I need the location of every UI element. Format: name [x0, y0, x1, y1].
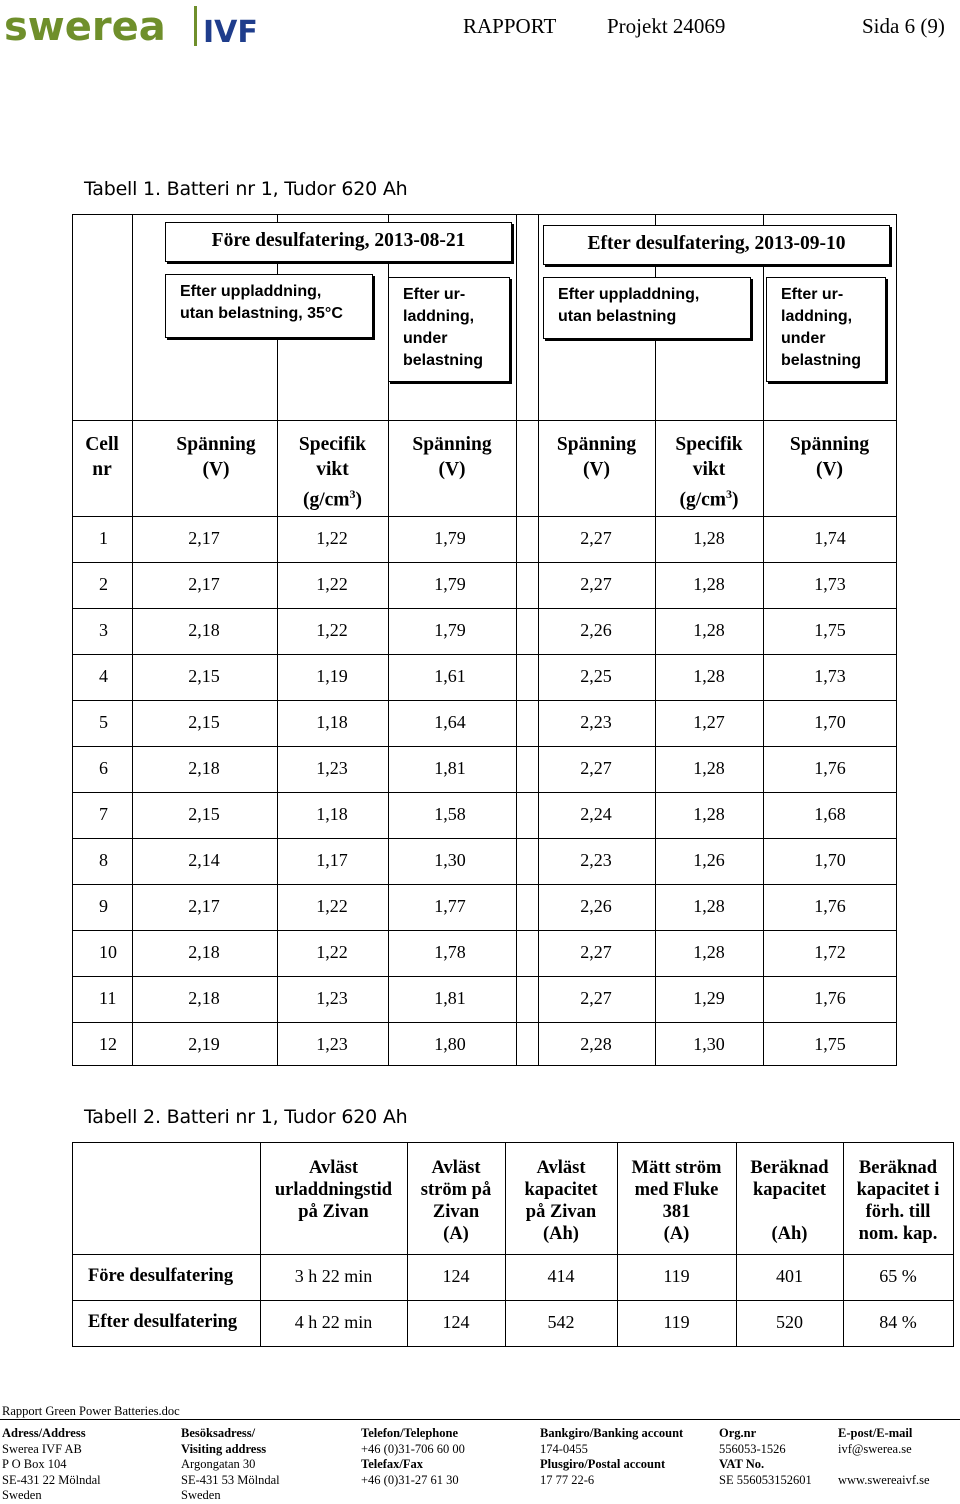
after-desulfation-title: Efter desulfatering, 2013-09-10 — [543, 225, 890, 265]
table1-value: 1,81 — [434, 988, 466, 1008]
project-number: Projekt 24069 — [607, 14, 726, 38]
col-header-voltage-1 — [156, 432, 276, 482]
table1-value: 2,14 — [188, 850, 220, 870]
table2-header-line: Beräknad — [858, 1158, 938, 1178]
col-header-voltage-1-line2: (V) — [202, 459, 230, 480]
table2-row-label: Före desulfatering — [88, 1266, 234, 1286]
before-discharged-box — [388, 277, 510, 382]
table1-value: 1,18 — [316, 712, 348, 732]
col-header-voltage-4-line2: (V) — [815, 459, 844, 480]
col-header-specific-2-unit — [655, 482, 763, 513]
table1-value: 1,74 — [814, 528, 846, 548]
footer-line: SE-431 22 Mölndal — [2, 1472, 101, 1487]
table1-cell-number: 10 — [99, 942, 117, 962]
table2-header-line: 381 — [662, 1202, 691, 1222]
col-header-specific-2 — [655, 432, 763, 513]
footer-column-1 — [2, 1426, 101, 1504]
table1-value: 2,27 — [580, 528, 612, 548]
table1-cell-number: 9 — [99, 896, 108, 916]
before-discharged-line1: Efter ur- — [403, 286, 466, 303]
table1-value: 1,28 — [693, 758, 725, 778]
footer-line: +46 (0)31-706 60 00 — [361, 1441, 465, 1456]
table1-cell-number: 5 — [99, 712, 108, 732]
before-charged-box — [165, 274, 373, 338]
table1-value: 1,80 — [434, 1034, 466, 1054]
col-header-cell-line1: Cell — [85, 434, 119, 455]
table1-cell-number: 3 — [99, 620, 108, 640]
report-label: RAPPORT — [463, 14, 557, 38]
col-header-voltage-1-line1: Spänning — [176, 434, 256, 455]
before-discharged-line2: laddning, — [403, 308, 475, 325]
footer-line: Sweden — [181, 1488, 221, 1502]
table1-value: 2,15 — [188, 804, 220, 824]
footer-line: Argongatan 30 — [181, 1457, 256, 1471]
footer-column-4 — [540, 1426, 683, 1488]
table1-value: 2,26 — [580, 620, 612, 640]
table1-value: 2,27 — [580, 574, 612, 594]
footer-column-heading: Adress/Address — [2, 1426, 86, 1440]
after-discharged-line3: under — [781, 330, 826, 347]
table1-value: 1,23 — [316, 758, 348, 778]
table1-cell-number: 1 — [99, 528, 108, 548]
footer-line: Plusgiro/Postal account — [540, 1457, 666, 1471]
table1-cell-number: 11 — [99, 988, 117, 1008]
after-discharged-box — [766, 277, 886, 382]
table2-header-line: kapacitet — [753, 1180, 826, 1200]
table2-header-line: på Zivan — [525, 1202, 597, 1222]
table1-value: 1,72 — [814, 942, 846, 962]
table1-value: 1,27 — [693, 712, 725, 732]
table1-value: 1,29 — [693, 988, 725, 1008]
table1-value: 2,17 — [188, 574, 220, 594]
col-header-specific-1 — [277, 432, 388, 513]
logo-divider — [194, 6, 197, 46]
table1-cell-number: 4 — [99, 666, 108, 686]
unit-text: (g/cm — [679, 489, 727, 511]
table1-value: 1,28 — [693, 666, 725, 686]
table1-value: 1,79 — [434, 574, 466, 594]
table1-value: 1,68 — [814, 804, 846, 824]
footer-line: SE-431 53 Mölndal — [181, 1472, 280, 1487]
after-discharged-line4: belastning — [781, 352, 862, 369]
table1-value: 1,64 — [434, 712, 466, 732]
before-desulfation-title: Före desulfatering, 2013-08-21 — [165, 222, 512, 262]
table1-value: 2,28 — [580, 1034, 612, 1054]
table2-header-line: Avläst — [536, 1158, 586, 1178]
footer-line: P O Box 104 — [2, 1457, 67, 1471]
table2-header-6 — [843, 1157, 953, 1245]
table1-cell-number: 2 — [99, 574, 108, 594]
after-charged-box — [543, 277, 751, 339]
table1-value: 1,76 — [814, 758, 846, 778]
table2-caption: Tabell 2. Batteri nr 1, Tudor 620 Ah — [84, 1106, 408, 1128]
table1-value: 1,22 — [316, 574, 348, 594]
table1-value: 1,75 — [814, 1034, 846, 1054]
footer-column-6 — [838, 1426, 930, 1488]
table1-caption: Tabell 1. Batteri nr 1, Tudor 620 Ah — [84, 178, 408, 200]
footer-column-heading: Telefon/Telephone — [361, 1426, 459, 1440]
table1-value: 2,18 — [188, 758, 220, 778]
col-header-specific-1-line1: Specifik — [298, 434, 367, 455]
footer-line — [838, 1457, 930, 1473]
table1-value: 2,18 — [188, 620, 220, 640]
after-charged-line2: utan belastning — [558, 308, 677, 325]
footer-line[interactable]: www.swereaivf.se — [838, 1472, 930, 1487]
table1-value: 1,73 — [814, 574, 846, 594]
table1-value: 2,18 — [188, 988, 220, 1008]
footer-line: 556053-1526 — [719, 1441, 786, 1456]
table2 — [72, 1142, 954, 1347]
table1-value: 2,27 — [580, 988, 612, 1008]
table2-header-5 — [736, 1157, 843, 1245]
table1-value: 1,77 — [434, 896, 466, 916]
table1-value: 1,61 — [434, 666, 466, 686]
page-number: Sida 6 (9) — [862, 14, 945, 38]
table1-value: 1,28 — [693, 896, 725, 916]
footer-line: VAT No. — [719, 1457, 765, 1471]
table2-header-line: Mätt ström — [631, 1158, 722, 1178]
footer-column-3 — [361, 1426, 465, 1488]
table2-header-line: Zivan — [432, 1202, 480, 1222]
table1-value: 1,81 — [434, 758, 466, 778]
table1-value: 1,19 — [316, 666, 348, 686]
table2-header-line — [736, 1201, 843, 1223]
table2-header-2 — [407, 1157, 505, 1245]
logo-text-swerea: swerea — [4, 4, 166, 50]
logo-text-ivf: IVF — [203, 15, 258, 50]
table2-header-line: (A) — [663, 1224, 690, 1244]
table2-header-line: kapacitet i — [856, 1180, 940, 1200]
table1-value: 1,58 — [434, 804, 466, 824]
table2-value: 3 h 22 min — [294, 1266, 373, 1286]
footer-line[interactable]: ivf@swerea.se — [838, 1441, 912, 1456]
table1-value: 1,18 — [316, 804, 348, 824]
table1-value: 2,17 — [188, 896, 220, 916]
table2-value: 124 — [442, 1266, 470, 1286]
footer-column-heading: E-post/E-mail — [838, 1426, 913, 1440]
table2-header-line: urladdningstid — [274, 1180, 393, 1200]
table1-value: 1,79 — [434, 528, 466, 548]
table2-value: 65 % — [879, 1266, 917, 1286]
table1-value: 1,70 — [814, 850, 846, 870]
footer-column-2 — [181, 1426, 280, 1504]
table1-value: 1,22 — [316, 896, 348, 916]
footer-column-heading: Bankgiro/Banking account — [540, 1426, 684, 1440]
table1-value: 1,78 — [434, 942, 466, 962]
after-discharged-line2: laddning, — [781, 308, 853, 325]
table1-value: 1,76 — [814, 896, 846, 916]
table1-value: 1,22 — [316, 620, 348, 640]
table1-cell-number: 8 — [99, 850, 108, 870]
unit-sup: 3 — [349, 487, 356, 501]
table2-header-line: (Ah) — [771, 1224, 808, 1244]
table2-header-4 — [617, 1157, 736, 1245]
table1-value: 1,70 — [814, 712, 846, 732]
table1-value: 2,25 — [580, 666, 612, 686]
table2-header-3 — [505, 1157, 617, 1245]
table1-value: 1,28 — [693, 942, 725, 962]
before-discharged-line3: under — [403, 330, 448, 347]
unit-close: ) — [355, 489, 363, 511]
table1-value: 2,24 — [580, 804, 612, 824]
col-header-voltage-3-line2: (V) — [582, 459, 611, 480]
table1-value: 1,28 — [693, 620, 725, 640]
table1-value: 1,28 — [693, 574, 725, 594]
table1-value: 1,76 — [814, 988, 846, 1008]
col-header-voltage-3 — [538, 432, 655, 482]
footer-line: 174-0455 — [540, 1441, 588, 1456]
table1 — [72, 214, 897, 1066]
table2-header-line: förh. till — [865, 1202, 931, 1222]
col-header-specific-2-line2: vikt — [692, 459, 726, 480]
col-header-voltage-2-line2: (V) — [438, 459, 466, 480]
after-charged-line1: Efter uppladdning, — [558, 286, 700, 303]
document-name: Rapport Green Power Batteries.doc — [2, 1404, 180, 1418]
col-header-cell-line2: nr — [92, 459, 112, 480]
unit-text: (g/cm — [302, 489, 350, 511]
col-header-voltage-4-line1: Spänning — [789, 434, 870, 455]
table2-header-line: nom. kap. — [858, 1224, 938, 1244]
table1-cell-number: 7 — [99, 804, 108, 824]
table1-value: 1,28 — [693, 804, 725, 824]
footer-line: +46 (0)31-27 61 30 — [361, 1472, 459, 1487]
table2-header-line: på Zivan — [298, 1202, 369, 1222]
table2-header-line: med Fluke — [634, 1180, 719, 1200]
footer-column-heading: Org.nr — [719, 1426, 757, 1440]
table2-header-1 — [260, 1157, 407, 1223]
table1-cell-number: 6 — [99, 758, 108, 778]
before-charged-line1: Efter uppladdning, — [180, 283, 322, 300]
col-header-cell — [72, 432, 132, 482]
table2-value: 414 — [547, 1266, 575, 1286]
before-charged-line2: utan belastning, 35°C — [180, 305, 343, 322]
table1-value: 2,27 — [580, 758, 612, 778]
table1-value: 2,23 — [580, 712, 612, 732]
before-discharged-line4: belastning — [403, 352, 484, 369]
footer-column-heading: Besöksadress/ — [181, 1426, 256, 1440]
after-discharged-line1: Efter ur- — [781, 286, 844, 303]
table2-header-line: kapacitet — [524, 1180, 598, 1200]
col-header-specific-1-unit — [277, 482, 388, 513]
table1-value: 2,26 — [580, 896, 612, 916]
table1-value: 2,23 — [580, 850, 612, 870]
table2-value: 542 — [547, 1312, 575, 1332]
table1-value: 1,23 — [316, 1034, 348, 1054]
col-header-voltage-2-line1: Spänning — [412, 434, 492, 455]
table2-header-line: (Ah) — [543, 1224, 579, 1244]
footer-column-5 — [719, 1426, 812, 1488]
table2-header-line: (A) — [443, 1224, 469, 1244]
table2-header-line: ström på — [420, 1180, 492, 1200]
unit-sup: 3 — [726, 487, 733, 501]
table1-value: 1,23 — [316, 988, 348, 1008]
col-header-voltage-3-line1: Spänning — [556, 434, 637, 455]
col-header-voltage-2 — [388, 432, 516, 482]
unit-close: ) — [732, 489, 739, 511]
table2-header-line: Beräknad — [750, 1158, 829, 1178]
table1-value: 1,22 — [316, 942, 348, 962]
table2-row-label: Efter desulfatering — [88, 1312, 238, 1332]
table1-value: 1,30 — [693, 1034, 725, 1054]
table2-value: 4 h 22 min — [294, 1312, 373, 1332]
table2-value: 520 — [776, 1312, 803, 1332]
table1-cell-number: 12 — [99, 1034, 117, 1054]
table1-value: 1,30 — [434, 850, 466, 870]
footer-line: Sweden — [2, 1488, 42, 1502]
footer-line: Telefax/Fax — [361, 1457, 424, 1471]
table1-value: 2,19 — [188, 1034, 220, 1054]
footer-line: SE 556053152601 — [719, 1472, 812, 1487]
table2-header-line: Avläst — [309, 1158, 358, 1178]
table1-value: 1,17 — [316, 850, 348, 870]
col-header-voltage-4 — [763, 432, 896, 482]
table2-value: 119 — [663, 1266, 690, 1286]
col-header-specific-1-line2: vikt — [316, 459, 349, 480]
table1-value: 1,79 — [434, 620, 466, 640]
logo-graphic — [4, 2, 266, 50]
table1-value: 1,73 — [814, 666, 846, 686]
table2-value: 119 — [663, 1312, 690, 1332]
table1-value: 2,27 — [580, 942, 612, 962]
col-header-specific-2-line1: Specifik — [675, 434, 743, 455]
table2-header-line: Avläst — [431, 1158, 481, 1178]
table1-value: 2,18 — [188, 942, 220, 962]
swerea-ivf-logo — [4, 2, 266, 50]
footer-line: Visiting address — [181, 1441, 267, 1456]
table1-value: 1,28 — [693, 528, 725, 548]
footer-line: 17 77 22-6 — [540, 1472, 595, 1487]
table1-value: 1,22 — [316, 528, 348, 548]
footer-rule — [0, 1419, 960, 1420]
table2-value: 401 — [776, 1266, 803, 1286]
footer-line: Swerea IVF AB — [2, 1441, 82, 1456]
table2-value: 124 — [442, 1312, 470, 1332]
table1-value: 1,75 — [814, 620, 846, 640]
table1-value: 1,26 — [693, 850, 725, 870]
table1-value: 2,15 — [188, 712, 220, 732]
table2-value: 84 % — [879, 1312, 917, 1332]
table1-value: 2,17 — [188, 528, 220, 548]
table1-value: 2,15 — [188, 666, 220, 686]
